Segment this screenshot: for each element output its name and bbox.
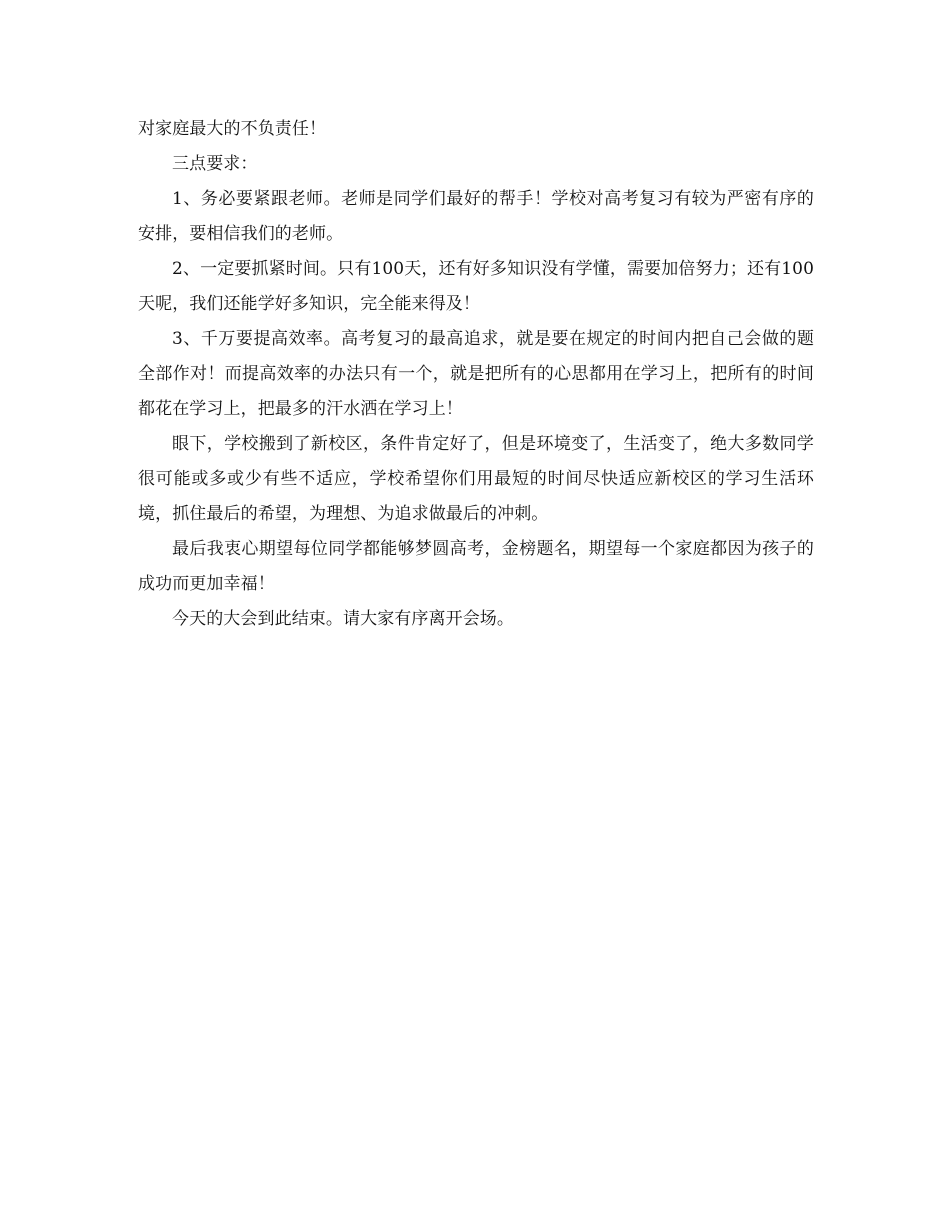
paragraph-requirements-heading: 三点要求： xyxy=(172,154,258,174)
paragraph-requirement-2: 2、一定要抓紧时间。只有100天，还有好多知识没有学懂，需要加倍努力；还有100天呢，我们还能学好多知识，完全能来得及！ xyxy=(138,259,814,314)
paragraph-requirement-1: 1、务必要紧跟老师。老师是同学们最好的帮手！学校对高考复习有较为严密有序的安排，要相信我们的老师。 xyxy=(138,189,814,244)
document-body xyxy=(138,112,814,637)
paragraph-wishes: 最后我衷心期望每位同学都能够梦圆高考，金榜题名，期望每一个家庭都因为孩子的成功而更加幸福！ xyxy=(138,539,814,594)
paragraph-new-campus: 眼下，学校搬到了新校区，条件肯定好了，但是环境变了，生活变了，绝大多数同学很可能或多或少有些不适应，学校希望你们用最短的时间尽快适应新校区的学习生活环境，抓住最后的希望，为理想、为追求做最后的冲刺。 xyxy=(138,434,814,524)
paragraph-continuation: 对家庭最大的不负责任！ xyxy=(138,119,327,139)
paragraph-requirement-3: 3、千万要提高效率。高考复习的最高追求，就是要在规定的时间内把自己会做的题全部作对！而提高效率的办法只有一个，就是把所有的心思都用在学习上，把所有的时间都花在学习上，把最多的汗水洒在学习上！ xyxy=(138,329,814,419)
paragraph-closing: 今天的大会到此结束。请大家有序离开会场。 xyxy=(172,609,514,629)
